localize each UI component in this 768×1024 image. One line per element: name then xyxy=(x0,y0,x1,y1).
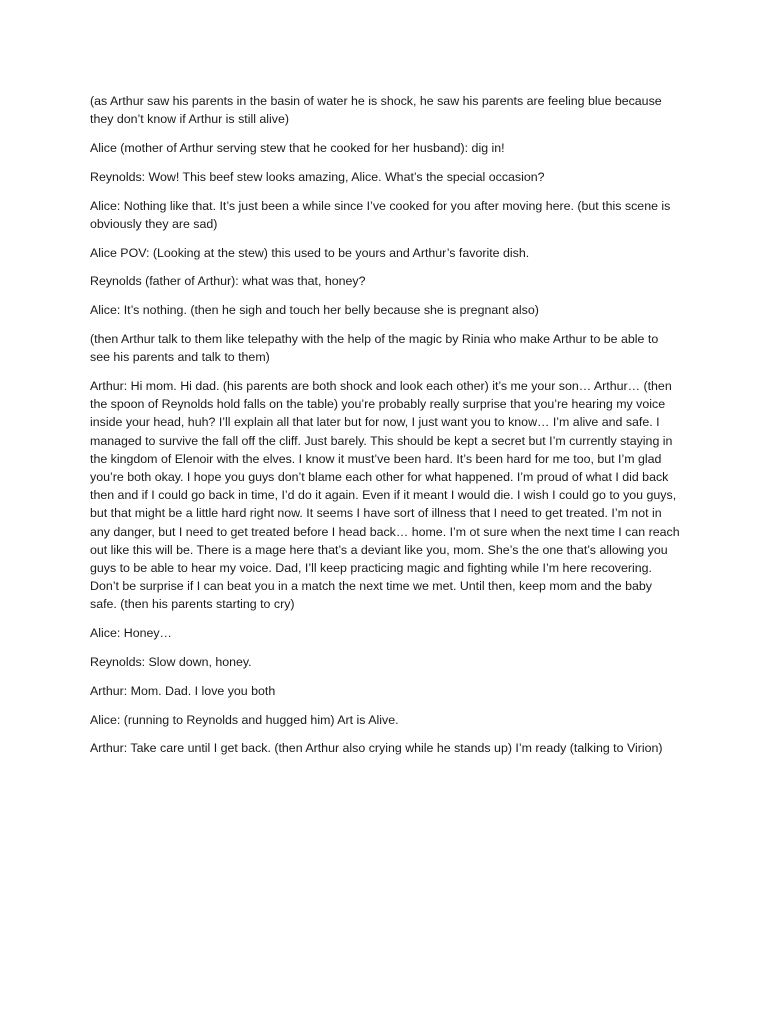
paragraph-alice-nothing: Alice: Nothing like that. It’s just been a while since I’ve cooked for you after moving here. (but this scene is obviously they are sad) xyxy=(90,198,671,231)
paragraph-telepathy: (then Arthur talk to them like telepathy with the help of the magic by Rinia who make Arthur to be able to see his parents and talk to them) xyxy=(90,331,659,365)
paragraph-reynolds-stew: Reynolds: Wow! This beef stew looks amazing, Alice. What’s the special occasion? xyxy=(90,169,545,184)
paragraph-alice-pov: Alice POV: (Looking at the stew) this used to be yours and Arthur’s favorite dish. xyxy=(90,245,530,260)
paragraph-arthur-message: Arthur: Hi mom. Hi dad. (his parents are both shock and look each other) it’s me your son… Arthur… (then the spoon of Reynolds hold falls on the table) you’re probably really surprise that you’re hearing my voice inside your head, huh? I’ll explain all that later but for now, I just want you to know… I’m alive and safe. I managed to survive the fall off the cliff. Just barely. This should be kept a secret but I’m currently staying in the kingdom of Elenoir with the elves. I know it must’ve been hard. It’s been hard for me too, but I’m glad you’re both okay. I hope you guys don’t blame each other for what happened. I’m proud of what I did back then and if I could go back in time, I’d do it again. Even if it meant I would die. I wish I could go to you guys, but that might be a little hard right now. It seems I have sort of illness that I need to get treated. I’m not in any danger, but I need to get treated before I head back… home. I’m ot sure when the next time I can reach out like this will be. There is a mage here that’s a deviant like you, mom. She’s the one that’s allowing you guys to be able to hear my voice. Dad, I’ll keep practicing magic and fighting while I’m here recovering. Don’t be surprise if I can beat you in a match the next time we met. Until then, keep mom and the baby safe. (then his parents starting to cry) xyxy=(90,378,680,612)
paragraph-arthur-love: Arthur: Mom. Dad. I love you both xyxy=(90,683,276,698)
paragraph-alice-honey: Alice: Honey… xyxy=(90,626,172,641)
paragraph-reynolds-question: Reynolds (father of Arthur): what was that, honey? xyxy=(90,274,366,289)
document-page xyxy=(90,92,680,768)
paragraph-alice-dig-in: Alice (mother of Arthur serving stew that he cooked for her husband): dig in! xyxy=(90,141,505,155)
paragraph-intro: (as Arthur saw his parents in the basin of water he is shock, he saw his parents are feeling blue because they don’t know if Arthur is still alive) xyxy=(90,94,662,127)
paragraph-alice-its-nothing: Alice: It’s nothing. (then he sigh and touch her belly because she is pregnant also) xyxy=(90,303,539,318)
paragraph-alice-art-alive: Alice: (running to Reynolds and hugged him) Art is Alive. xyxy=(90,712,399,727)
paragraph-reynolds-slow-down: Reynolds: Slow down, honey. xyxy=(90,655,252,670)
paragraph-arthur-ready: Arthur: Take care until I get back. (then Arthur also crying while he stands up) I’m ready (talking to Virion) xyxy=(90,741,663,756)
